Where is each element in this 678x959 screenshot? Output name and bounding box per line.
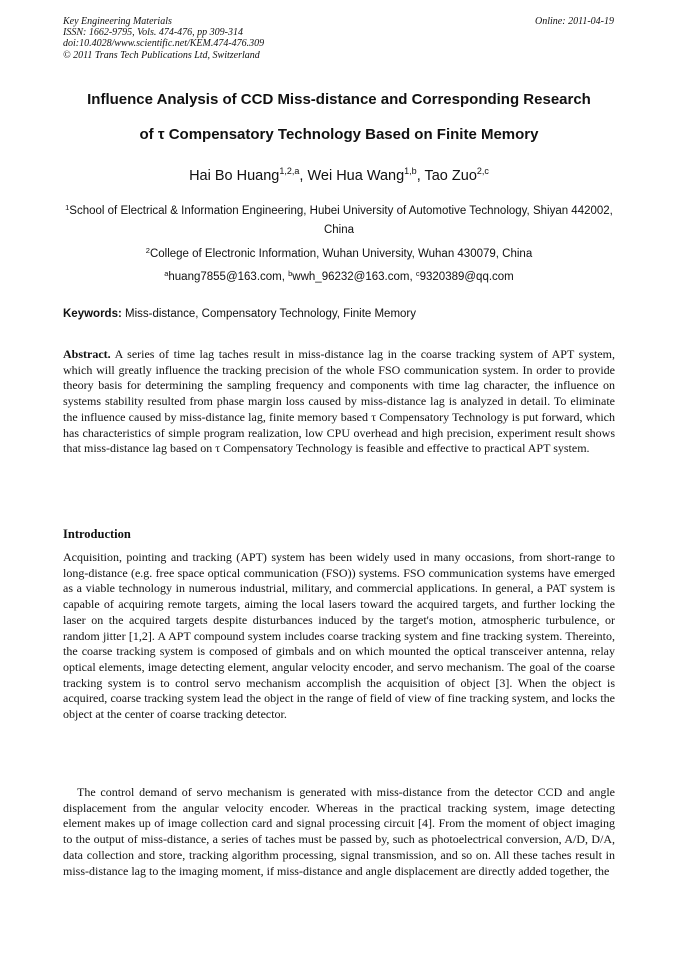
abstract-label: Abstract.: [63, 347, 111, 361]
email-mark: b: [288, 269, 293, 278]
author-affiliation-mark: 2,c: [476, 166, 489, 176]
affiliation-text: School of Electrical & Information Engineering, Hubei University of Automotive Technology, Shiyan 442002, China: [69, 205, 613, 236]
paper-title-line-1: Influence Analysis of CCD Miss-distance and Corresponding Research: [87, 91, 591, 108]
email-mark: c: [415, 269, 420, 278]
author-list: [40, 168, 638, 184]
author-name: Wei Hua Wang: [307, 168, 405, 184]
copyright-line: © 2011 Trans Tech Publications Ltd, Switzerland: [63, 49, 260, 61]
intro-paragraph-1: Acquisition, pointing and tracking (APT) system has been widely used in many occasions, from short-range to long-distance (e.g. free space optical communication (FSO)) systems. FSO communication systems have emerged as a viable technology in numerous industrial, military, and commercial applications. In general, a PAT system is capable of acquiring remote targets, aiming the local lasers toward the acquired targets, and further locking the laser on the acquired targets despite disturbances induced by the target's motion, atmospheric turbulence, or random jitter [1,2]. A APT compound system includes coarse tracking system and fine tracking system. Thereinto, the coarse tracking system is composed of gimbals and on which mounted the optical transceiver antenna, relay optical elements, image detecting element, angular velocity encoder, and servo mechanism. The goal of the coarse tracking system is to control servo mechanism accomplish the acquisition of object [3]. When the object is acquired, coarse tracking system lead the object in the range of field of view of fine tracking system, and locks the object at the center of coarse tracking detector.: [63, 550, 615, 722]
email-address[interactable]: huang7855@163.com: [168, 271, 282, 283]
abstract-paragraph: [63, 347, 615, 457]
affiliation-mark: 1: [65, 203, 70, 212]
issn-line: ISSN: 1662-9795, Vols. 474-476, pp 309-314: [63, 27, 243, 39]
abstract-text: A series of time lag taches result in miss-distance lag in the coarse tracking system of APT system, which will greatly influence the tracking precision of the whole FSO communication system. In order to provide theory basis for determining the sampling frequency and components with time lag character, the influence on systems stability resulted from phase margin loss caused by miss-distance lag is analyzed in detail. To eliminate the influence caused by miss-distance lag, finite memory based τ Compensatory Technology is put forward, which has characteristics of simple program realization, low CPU overhead and high precision, experiment result shows that miss-distance lag based on τ Compensatory Technology is feasible and effective to practical APT system.: [63, 347, 615, 456]
email-address[interactable]: wwh_96232@163.com: [292, 271, 410, 283]
publication-header: [63, 16, 264, 61]
affiliation-mark: 2: [145, 246, 150, 255]
email-list: [63, 268, 615, 287]
affiliation-1: [63, 202, 615, 240]
author-separator: ,: [299, 168, 308, 184]
email-separator: ,: [409, 271, 416, 283]
journal-name: Key Engineering Materials: [63, 16, 172, 27]
author-affiliation-mark: 1,2,a: [279, 166, 300, 176]
intro-paragraph-2: The control demand of servo mechanism is generated with miss-distance from the detector CCD and angle displacement from the angular velocity encoder. Whereas in the practical tracking system, image detecting element makes up of image collection card and signal processing circuit [4]. From the moment of object imaging to the output of miss-distance, a series of taches must be passed by, such as photoelectrical conversion, A/D, D/A, data collection and store, tracking algorithm processing, signal transmission, and so on. All these taches result in miss-distance lag to the imaging moment, if miss-distance and angle displacement are directly added together, the: [63, 785, 615, 878]
keywords-line: [63, 308, 615, 320]
affiliation-text: College of Electronic Information, Wuhan University, Wuhan 430079, China: [149, 248, 533, 260]
section-heading-introduction: Introduction: [63, 527, 131, 541]
email-separator: ,: [281, 271, 289, 283]
author-separator: ,: [416, 168, 425, 184]
author-affiliation-mark: 1,b: [404, 166, 417, 176]
email-address[interactable]: 9320389@qq.com: [419, 271, 514, 283]
paper-title-line-2: of τ Compensatory Technology Based on Finite Memory: [139, 126, 539, 143]
keywords-text: Miss-distance, Compensatory Technology, Finite Memory: [121, 308, 417, 320]
keywords-label: Keywords:: [63, 308, 122, 320]
affiliation-2: [63, 245, 615, 264]
doi-line: doi:10.4028/www.scientific.net/KEM.474-476.309: [63, 38, 265, 50]
author-name: Tao Zuo: [424, 168, 477, 184]
online-date: Online: 2011-04-19: [535, 16, 614, 27]
author-name: Hai Bo Huang: [189, 168, 280, 184]
email-mark: a: [164, 269, 169, 278]
